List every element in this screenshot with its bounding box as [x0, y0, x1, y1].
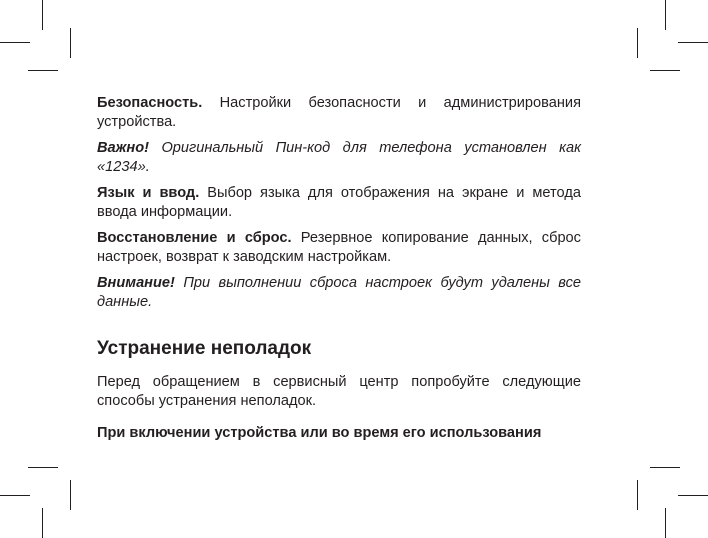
reset-term: Восстановление и сброс. — [97, 230, 292, 246]
troubleshooting-intro: Перед обращением в сервисный центр попробуйте следующие способы устранения неполадок. — [97, 374, 581, 409]
reset-warning-text: При выполнении сброса настроек будут удалены все данные. — [97, 275, 581, 310]
power-on-subheading: При включении устройства или во время его использования — [97, 425, 542, 441]
important-label: Важно! — [97, 140, 149, 156]
crop-mark — [650, 467, 680, 468]
crop-mark — [678, 42, 708, 43]
crop-mark — [678, 495, 708, 496]
reset-warning-paragraph — [97, 274, 581, 311]
warning-label: Внимание! — [97, 275, 175, 291]
crop-mark — [637, 480, 638, 510]
reset-description: Резервное копирование данных, сброс настроек, возврат к заводским настройкам. — [97, 230, 581, 265]
crop-mark — [665, 508, 666, 538]
security-paragraph — [97, 94, 581, 131]
crop-mark — [70, 480, 71, 510]
pin-note-text: Оригинальный Пин-код для телефона установлен как «1234». — [97, 140, 581, 175]
crop-mark — [42, 0, 43, 30]
language-paragraph — [97, 184, 581, 221]
crop-mark — [665, 0, 666, 30]
crop-mark — [650, 70, 680, 71]
crop-mark — [42, 508, 43, 538]
reset-paragraph — [97, 229, 581, 266]
crop-mark — [70, 28, 71, 58]
security-term: Безопасность. — [97, 95, 203, 111]
crop-mark — [28, 467, 58, 468]
pin-note-paragraph — [97, 139, 581, 176]
crop-mark — [637, 28, 638, 58]
crop-mark — [28, 70, 58, 71]
crop-mark — [0, 42, 30, 43]
security-description: Настройки безопасности и администрирования устройства. — [97, 95, 581, 130]
language-term: Язык и ввод. — [97, 185, 200, 201]
crop-mark — [0, 495, 30, 496]
troubleshooting-title: Устранение неполадок — [97, 338, 312, 359]
language-description: Выбор языка для отображения на экране и метода ввода информации. — [97, 185, 581, 220]
manual-page-content — [97, 94, 581, 443]
